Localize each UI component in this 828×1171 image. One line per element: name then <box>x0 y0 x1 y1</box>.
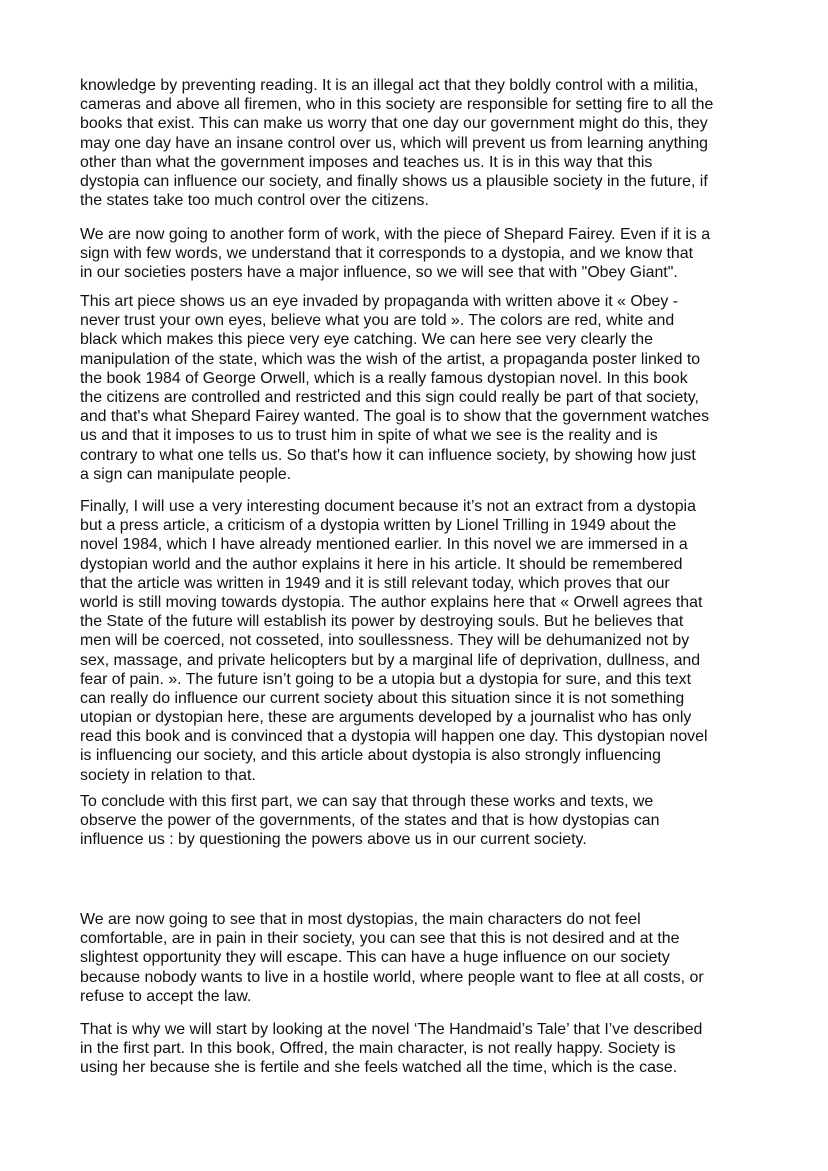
paragraph <box>80 792 659 850</box>
text-line: books that exist. This can make us worry that one day our government might do this, they <box>80 115 708 133</box>
text-line: can really do influence our current society about this situation since it is not something <box>80 689 685 707</box>
text-line: refuse to accept the law. <box>80 987 252 1005</box>
text-line: knowledge by preventing reading. It is an illegal act that they boldly control with a militia, <box>80 77 699 94</box>
text-line: To conclude with this first part, we can say that through these works and texts, we <box>80 793 654 810</box>
text-line: contrary to what one tells us. So that's how it can influence society, by showing how just <box>80 446 696 464</box>
paragraph <box>80 1020 702 1078</box>
text-line: comfortable, are in pain in their society, you can see that this is not desired and at the <box>80 930 680 948</box>
text-line: the book 1984 of George Orwell, which is a really famous dystopian novel. In this book <box>80 369 688 387</box>
text-line: may one day have an insane control over us, which will prevent us from learning anything <box>80 134 709 152</box>
text-line: and that's what Shepard Fairey wanted. The goal is to show that the government watches <box>80 408 710 426</box>
text-line: other than what the government imposes and teaches us. It is in this way that this <box>80 153 653 171</box>
paragraph <box>80 910 704 1006</box>
text-line: sign with few words, we understand that it corresponds to a dystopia, and we know that <box>80 245 694 263</box>
text-line: That is why we will start by looking at the novel ‘The Handmaid’s Tale’ that I’ve described <box>80 1021 703 1038</box>
text-line: in our societies posters have a major influence, so we will see that with "Obey Giant". <box>80 264 678 282</box>
text-line: dystopian world and the author explains it here in his article. It should be remembered <box>80 555 683 573</box>
text-line: black which makes this piece very eye catching. We can here see very clearly the <box>80 331 653 349</box>
text-line: We are now going to another form of work, with the piece of Shepard Fairey. Even if it is a <box>80 226 711 243</box>
text-line: using her because she is fertile and she feels watched all the time, which is the case. <box>80 1059 678 1077</box>
text-line: We are now going to see that in most dystopias, the main characters do not feel <box>80 911 641 928</box>
text-line: utopian or dystopian here, these are arguments developed by a journalist who has only <box>80 709 692 727</box>
text-line: is influencing our society, and this article about dystopia is also strongly influencing <box>80 747 661 765</box>
text-line: slightest opportunity they will escape. This can have a huge influence on our society <box>80 949 670 967</box>
text-line: a sign can manipulate people. <box>80 465 292 483</box>
text-line: that the article was written in 1949 and it is still relevant today, which proves that our <box>80 574 670 592</box>
text-line: never trust your own eyes, believe what you are told ». The colors are red, white and <box>80 312 675 330</box>
text-line: sex, massage, and private helicopters but by a marginal life of deprivation, dullness, and <box>80 651 701 669</box>
text-line: in the first part. In this book, Offred, the main character, is not really happy. Society is <box>80 1040 676 1058</box>
text-line: men will be coerced, not cosseted, into soullessness. They will be dehumanized not by <box>80 632 690 650</box>
paragraph <box>80 292 709 484</box>
paragraph <box>80 76 713 210</box>
text-line: the State of the future will establish its power by destroying souls. But he believes that <box>80 613 684 631</box>
text-line: manipulation of the state, which was the wish of the artist, a propaganda poster linked to <box>80 350 701 368</box>
text-line: us and that it imposes to us to trust him in spite of what we see is the reality and is <box>80 427 658 445</box>
text-line: read this book and is convinced that a dystopia will happen one day. This dystopian novel <box>80 728 708 746</box>
text-line: observe the power of the governments, of the states and that is how dystopias can <box>80 812 660 830</box>
text-line: fear of pain. ». The future isn’t going to be a utopia but a dystopia for sure, and this text <box>80 670 691 688</box>
text-line: novel 1984, which I have already mentioned earlier. In this novel we are immersed in a <box>80 536 688 554</box>
text-line: but a press article, a criticism of a dystopia written by Lionel Trilling in 1949 about the <box>80 517 677 535</box>
text-line: the citizens are controlled and restricted and this sign could really be part of that society, <box>80 388 699 406</box>
paragraph <box>80 497 708 785</box>
text-line: Finally, I will use a very interesting document because it’s not an extract from a dystopia <box>80 498 696 515</box>
text-line: because nobody wants to live in a hostile world, where people want to flee at all costs, or <box>80 968 704 986</box>
text-line: This art piece shows us an eye invaded by propaganda with written above it « Obey - <box>80 293 679 310</box>
paragraph <box>80 225 710 283</box>
text-line: influence us : by questioning the powers above us in our current society. <box>80 831 587 849</box>
text-line: the states take too much control over the citizens. <box>80 192 429 210</box>
text-line: society in relation to that. <box>80 766 256 784</box>
text-line: cameras and above all firemen, who in this society are responsible for setting fire to all the <box>80 96 714 114</box>
text-line: dystopia can influence our society, and finally shows us a plausible society in the future, if <box>80 172 708 190</box>
text-line: world is still moving towards dystopia. The author explains here that « Orwell agrees that <box>80 593 703 611</box>
